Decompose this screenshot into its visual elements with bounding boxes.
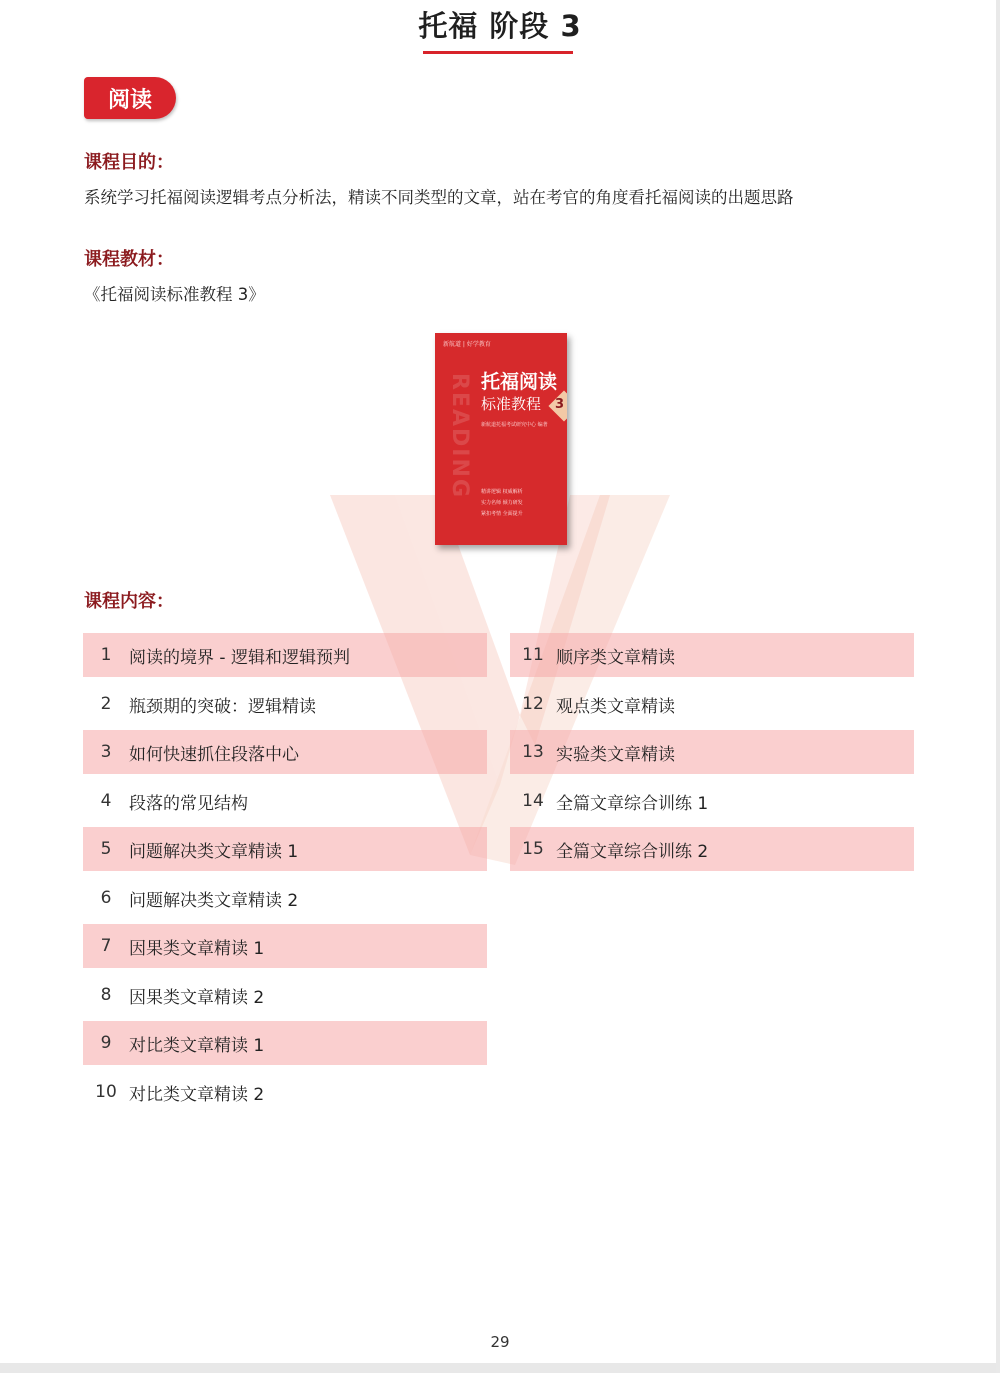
- curriculum-row: [510, 779, 914, 823]
- curriculum-row: [510, 682, 914, 726]
- curriculum-row: [83, 1070, 487, 1114]
- curriculum-row: [83, 924, 487, 968]
- content-heading: 课程内容：: [84, 591, 174, 612]
- row-number: 6: [100, 888, 112, 908]
- row-number: 7: [100, 936, 112, 956]
- row-title: 全篇文章综合训练 2: [556, 841, 709, 862]
- row-number: 14: [522, 791, 544, 811]
- title-underline: [423, 51, 573, 54]
- purpose-heading: 课程目的：: [84, 152, 174, 173]
- book-feature-1: 精讲逻辑 权威解析: [481, 489, 523, 495]
- row-title: 问题解决类文章精读 1: [129, 841, 299, 862]
- curriculum-row: [83, 633, 487, 677]
- row-number: 10: [95, 1082, 117, 1102]
- book-feature-3: 紧扣考情 全面提升: [481, 511, 523, 517]
- row-number: 1: [100, 645, 112, 665]
- row-title: 观点类文章精读: [556, 696, 675, 717]
- row-number: 8: [100, 985, 112, 1005]
- row-title: 因果类文章精读 2: [129, 987, 265, 1008]
- row-number: 13: [522, 742, 544, 762]
- row-title: 实验类文章精读: [556, 744, 675, 765]
- curriculum-row: [510, 730, 914, 774]
- row-title: 顺序类文章精读: [556, 647, 675, 668]
- curriculum-row: [83, 827, 487, 871]
- curriculum-row: [83, 730, 487, 774]
- material-heading: 课程教材：: [84, 249, 174, 270]
- row-title: 对比类文章精读 1: [129, 1035, 265, 1056]
- row-title: 因果类文章精读 1: [129, 938, 265, 959]
- viewer-right-edge: [996, 0, 1000, 1373]
- page-title: 托福 阶段 3: [418, 9, 582, 43]
- row-title: 如何快速抓住段落中心: [129, 744, 299, 765]
- row-number: 12: [522, 694, 544, 714]
- row-number: 2: [100, 694, 112, 714]
- material-text: 《托福阅读标准教程 3》: [84, 285, 265, 304]
- book-side-text: READING: [447, 373, 472, 499]
- row-number: 15: [522, 839, 544, 859]
- row-title: 全篇文章综合训练 1: [556, 793, 709, 814]
- row-title: 问题解决类文章精读 2: [129, 890, 299, 911]
- row-title: 瓶颈期的突破：逻辑精读: [129, 696, 316, 717]
- curriculum-row: [83, 876, 487, 920]
- book-publisher: 新航道 | 好学教育: [443, 341, 491, 348]
- row-number: 3: [100, 742, 112, 762]
- row-title: 段落的常见结构: [129, 793, 248, 814]
- curriculum-row: [83, 779, 487, 823]
- section-tag-reading: 阅读: [84, 77, 176, 119]
- curriculum-row: [83, 973, 487, 1017]
- row-number: 11: [522, 645, 544, 665]
- row-number: 5: [100, 839, 112, 859]
- viewer-bottom-edge: [0, 1363, 1000, 1373]
- page-number: 29: [490, 1333, 510, 1351]
- curriculum-row: [510, 827, 914, 871]
- book-title-line1: 托福阅读: [481, 371, 558, 393]
- book-feature-2: 实力名师 倾力研发: [481, 500, 523, 506]
- book-author: 新航道托福考试研究中心 编著: [481, 422, 548, 428]
- book-volume-number: 3: [555, 397, 565, 412]
- curriculum-row: [83, 682, 487, 726]
- row-number: 4: [100, 791, 112, 811]
- textbook-cover-image: [435, 333, 567, 545]
- curriculum-row: [510, 633, 914, 677]
- book-title-line2: 标准教程: [481, 395, 542, 413]
- row-title: 对比类文章精读 2: [129, 1084, 265, 1105]
- row-number: 9: [100, 1033, 112, 1053]
- curriculum-row: [83, 1021, 487, 1065]
- row-title: 阅读的境界 - 逻辑和逻辑预判: [129, 647, 350, 668]
- purpose-text: 系统学习托福阅读逻辑考点分析法，精读不同类型的文章，站在考官的角度看托福阅读的出题思路: [84, 188, 794, 207]
